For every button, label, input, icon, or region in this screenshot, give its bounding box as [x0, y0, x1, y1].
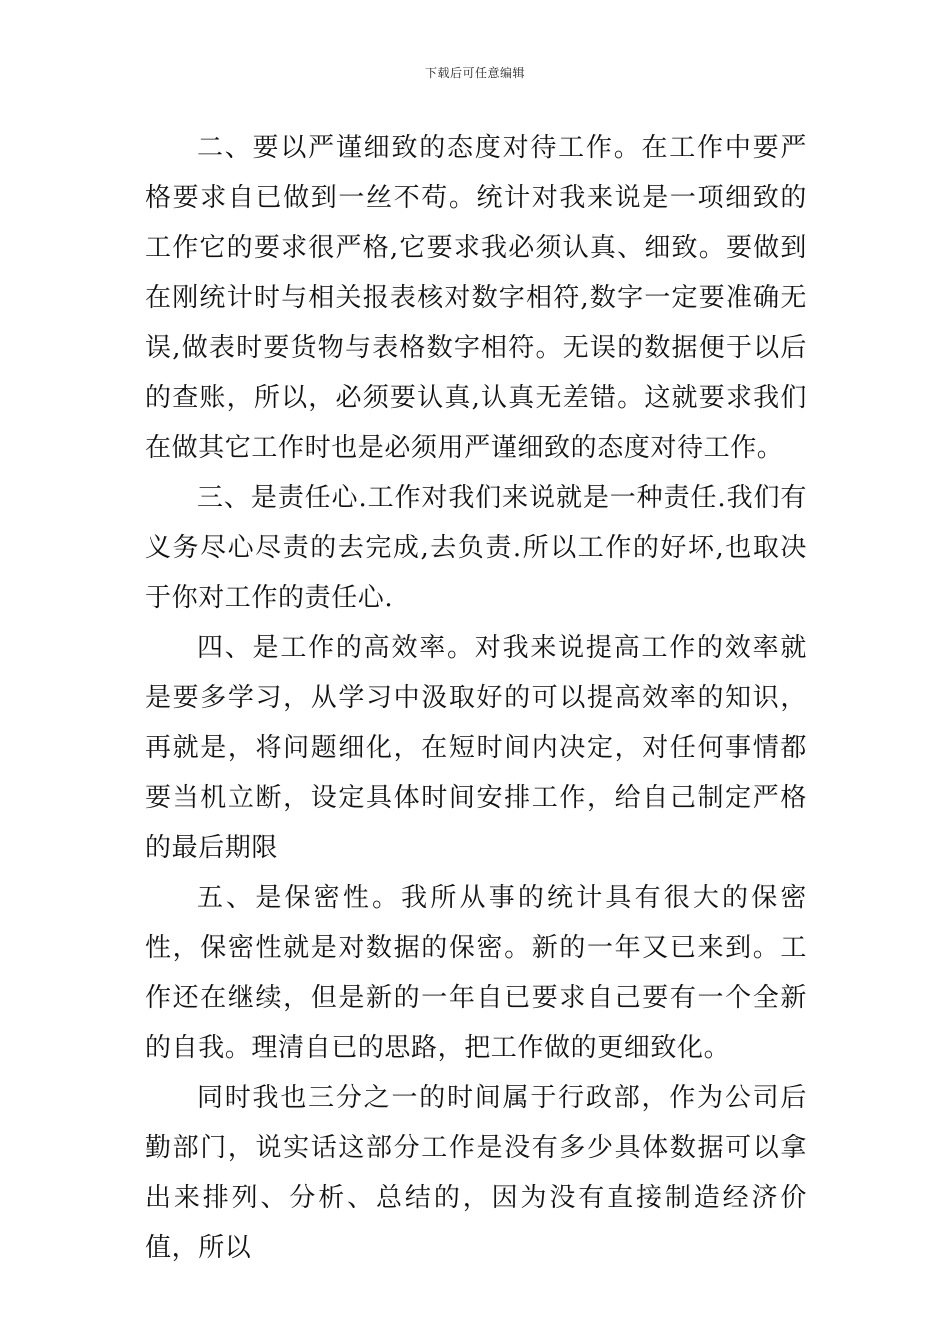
paragraph-administration: 同时我也三分之一的时间属于行政部，作为公司后勤部门，说实话这部分工作是没有多少具体数据可以拿出来排列、分析、总结的，因为没有直接制造经济价值，所以 [145, 1083, 807, 1263]
paragraph-efficiency: 四、是工作的高效率。对我来说提高工作的效率就是要多学习，从学习中汲取好的可以提高效率的知识，再就是，将问题细化，在短时间内决定，对任何事情都要当机立断，设定具体时间安排工作，给自己制定严格的最后期限 [145, 633, 807, 863]
paragraph-responsibility: 三、是责任心.工作对我们来说就是一种责任.我们有义务尽心尽责的去完成,去负责.所以工作的好坏,也取决于你对工作的责任心. [145, 483, 807, 613]
page-header: 下载后可任意编辑 [424, 66, 525, 80]
paragraph-attitude: 二、要以严谨细致的态度对待工作。在工作中要严格要求自已做到一丝不苟。统计对我来说是一项细致的工作它的要求很严格,它要求我必须认真、细致。要做到在刚统计时与相关报表核对数字相符,数字一定要准确无误,做表时要货物与表格数字相符。无误的数据便于以后的查账，所以，必须要认真,认真无差错。这就要求我们在做其它工作时也是必须用严谨细致的态度对待工作。 [145, 133, 807, 463]
document-body [145, 123, 807, 1273]
paragraph-confidentiality: 五、是保密性。我所从事的统计具有很大的保密性，保密性就是对数据的保密。新的一年又已来到。工作还在继续，但是新的一年自已要求自己要有一个全新的自我。理清自已的思路，把工作做的更细致化。 [145, 883, 807, 1063]
